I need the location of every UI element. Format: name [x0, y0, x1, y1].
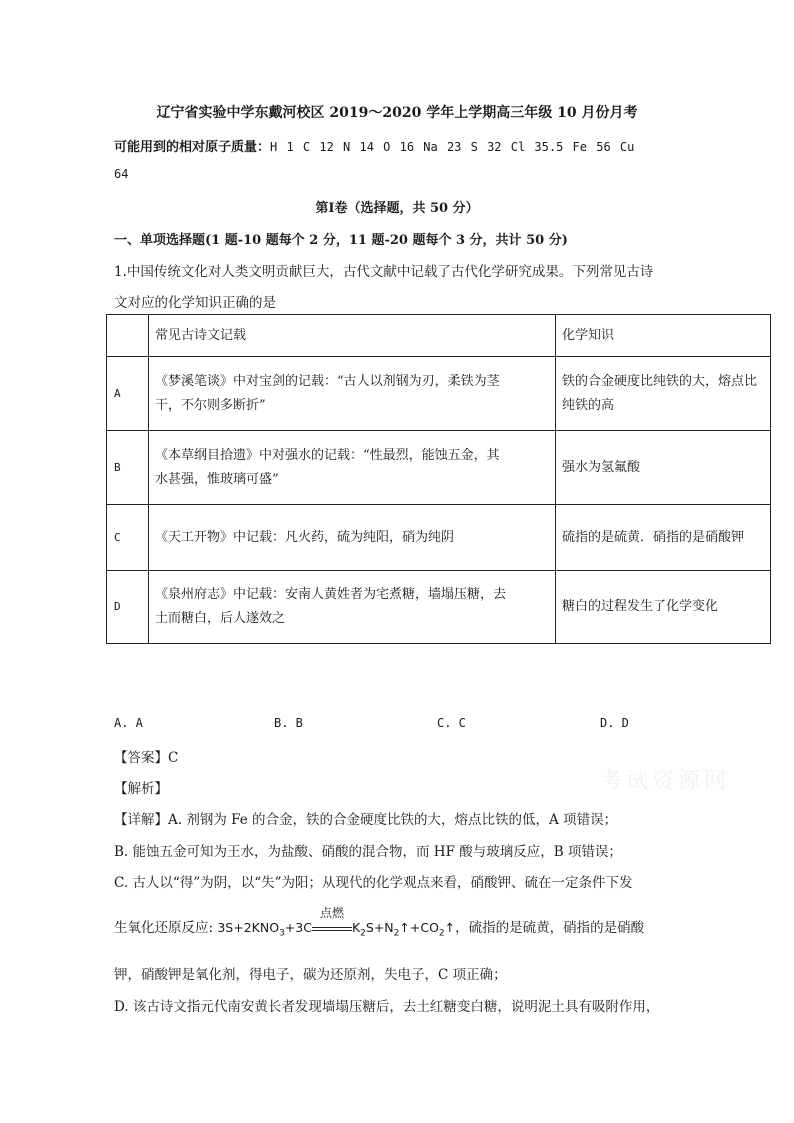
condition-label: 点燃: [319, 906, 344, 920]
row-label: A: [107, 357, 149, 431]
record-text: 《本草纲目拾遗》中对强水的记载：“性最烈，能蚀五金，其: [155, 447, 500, 463]
section-title: 一、单项选择题(1 题-10 题每个 2 分，11 题-20 题每个 3 分，共计 50 分): [114, 233, 568, 248]
eq-term: S+N: [365, 920, 394, 935]
row-label: C: [107, 505, 149, 571]
table-header-cell: [107, 315, 149, 357]
detail-line-2: B. 能蚀五金可知为王水，为盐酸、硝酸的混合物，而 HF 酸与玻璃反应，B 项错误；: [114, 844, 622, 860]
eq-term: K: [351, 920, 361, 935]
eq-sub: 2: [438, 928, 445, 939]
record-text: 干，不尔则多断折”: [155, 397, 266, 413]
exam-title: 辽宁省实验中学东戴河校区 2019～2020 学年上学期高三年级 10 月份月考: [156, 105, 638, 121]
detail4-prefix: 生氧化还原反应:: [114, 920, 214, 936]
row-label: D: [107, 571, 149, 644]
option-d: D. D: [600, 716, 629, 730]
table-header-row: [107, 315, 771, 357]
knowledge-text: 硫指的是硫黄．硝指的是硝酸钾: [562, 529, 745, 545]
question-stem-line1: 1.中国传统文化对人类文明贡献巨大，古代文献中记载了古代化学研究成果。下列常见古诗: [114, 264, 654, 280]
option-a: A. A: [114, 716, 143, 730]
table-row: [107, 357, 771, 431]
eq-sub: 2: [393, 928, 400, 939]
table-row: [107, 431, 771, 505]
atomic-mass-values: H 1 C 12 N 14 O 16 Na 23 S 32 Cl 35.5 Fe 56 Cu: [270, 140, 635, 154]
eq-term: +3C: [284, 920, 312, 935]
option-b: B. B: [274, 716, 303, 730]
table-header-cell: 常见古诗文记载: [149, 315, 556, 357]
record-cell: [149, 571, 556, 644]
part-title: 第Ⅰ卷（选择题，共 50 分）: [315, 201, 479, 216]
detail-line-4: [114, 906, 645, 939]
record-text: 土而糖白，后人遂效之: [155, 611, 286, 626]
watermark: 考试资源网: [600, 769, 731, 794]
eq-term: 3S+2KNO: [217, 920, 280, 935]
atomic-mass-line: [114, 136, 634, 155]
table-row: [107, 571, 771, 644]
knowledge-cell: [556, 431, 771, 505]
detail-line-5: 钾，硝酸钾是氧化剂，得电子，碳为还原剂，失电子，C 项正确；: [114, 967, 507, 983]
option-c: C. C: [437, 716, 466, 730]
reaction-condition: [312, 906, 352, 935]
analysis-label: 【解析】: [114, 781, 168, 797]
record-cell: [149, 431, 556, 505]
record-text: 《天工开物》中记载：凡火药，硫为纯阳，硝为纯阴: [155, 529, 455, 545]
record-text: 水甚强，惟玻璃可盛”: [155, 471, 279, 487]
answer-options: [114, 716, 674, 736]
record-text: 《泉州府志》中记载：安南人黄姓者为宅煮糖，墙塌压糖，去: [155, 587, 507, 602]
chemical-equation: [217, 906, 456, 939]
eq-term: ↑: [444, 920, 456, 935]
table-row: [107, 505, 771, 571]
table-header-cell: 化学知识: [556, 315, 771, 357]
knowledge-cell: [556, 571, 771, 644]
record-text: 《梦溪笔谈》中对宝剑的记载：“古人以剂钢为刃，柔铁为茎: [155, 373, 500, 389]
record-cell: [149, 357, 556, 431]
knowledge-text: 糖白的过程发生了化学变化: [562, 599, 719, 614]
question-table: [106, 314, 771, 644]
detail-line-6: D. 该古诗文指元代南安黄长者发现墙塌压糖后，去土红糖变白糖，说明泥土具有吸附作用，: [114, 999, 660, 1015]
equation-sign: [312, 927, 352, 931]
knowledge-cell: [556, 357, 771, 431]
eq-sub: 3: [279, 928, 285, 939]
atomic-mass-label: 可能用到的相对原子质量：: [114, 140, 271, 155]
question-stem-line2: 文对应的化学知识正确的是: [114, 295, 276, 311]
atomic-mass-values-cont: 64: [114, 167, 129, 181]
knowledge-text: 强水为氢氟酸: [562, 459, 641, 475]
detail-line-3: C. 古人以“得”为阴，以“失”为阳；从现代的化学观点来看，硝酸钾、硫在一定条件下发: [114, 875, 633, 891]
detail-line-1: 【详解】A. 剂钢为 Fe 的合金，铁的合金硬度比铁的大，熔点比铁的低，A 项错误；: [114, 812, 618, 828]
knowledge-text: 纯铁的高: [562, 397, 615, 413]
detail4-suffix: ，硫指的是硫黄，硝指的是硝酸: [455, 920, 645, 936]
eq-sub: 2: [360, 928, 366, 939]
knowledge-cell: [556, 505, 771, 571]
record-cell: [149, 505, 556, 571]
knowledge-text: 铁的合金硬度比纯铁的大，熔点比: [562, 373, 758, 389]
answer-line: 【答案】C: [114, 750, 179, 766]
eq-term: ↑+CO: [399, 920, 439, 935]
row-label: B: [107, 431, 149, 505]
